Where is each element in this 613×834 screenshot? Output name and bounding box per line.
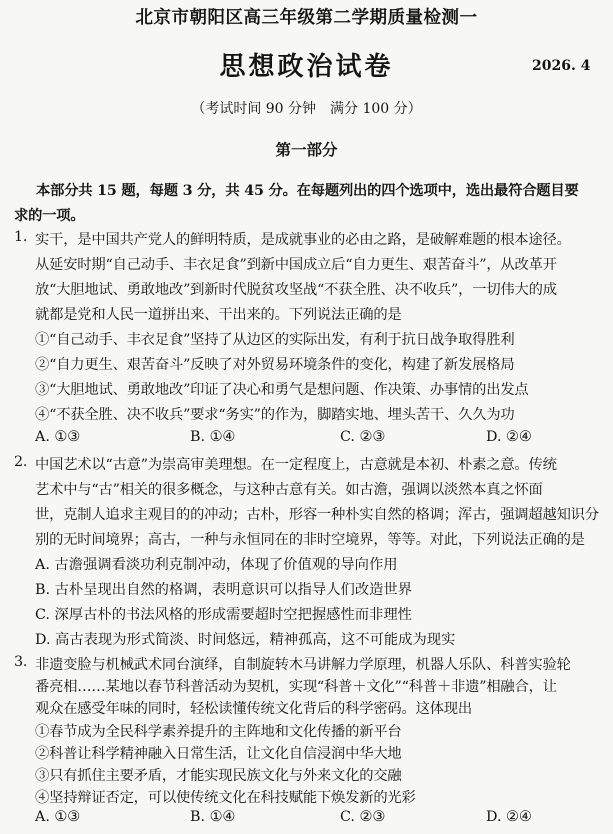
question-stem-line: 别的无时间境界；高古，一种与永恒同在的非时空境界，等等。对此，下列说法正确的是 [35, 532, 585, 548]
exam-date: 2026. 4 [532, 58, 591, 74]
question-stem-line: 艺术中与“古”相关的很多概念，与这种古意有关。如古澹，强调以淡然本真之怀面 [35, 482, 543, 498]
answer-option: D. 高古表现为形式简淡、时间悠远，精神孤高，这不可能成为现实 [35, 632, 456, 648]
section-instruction-line-1: 本部分共 15 题，每题 3 分，共 45 分。在每题列出的四个选项中，选出最符合题目要 [36, 183, 579, 199]
statement: ③只有抓住主要矛盾，才能实现民族文化与外来文化的交融 [35, 768, 402, 784]
question-stem-line: 世，克制人追求主观目的的冲动；古朴，形容一种朴实自然的格调；浑古，强调超越知识分 [35, 507, 599, 523]
answer-option: C. ②③ [340, 429, 386, 445]
answer-option: D. ②④ [486, 429, 532, 445]
question-stem-line: 非遗变脸与机械武术同台演绎，自制旋转木马讲解力学原理，机器人乐队、科普实验轮 [35, 657, 571, 673]
answer-option: A. 古澹强调看淡功利克制冲动，体现了价值观的导向作用 [35, 557, 398, 573]
question-number: 2. [14, 454, 28, 470]
statement: ④“不获全胜、决不收兵”要求“务实”的作为，脚踏实地、埋头苦干、久久为功 [35, 407, 515, 423]
question-stem-line: 观众在感受年味的同时，轻松读懂传统文化背后的科学密码。这体现出 [35, 701, 472, 718]
answer-option: C. 深厚古朴的书法风格的形成需要超时空把握感性而非理性 [35, 607, 412, 623]
section-instruction-line-2: 求的一项。 [14, 208, 85, 224]
statement: ①“自己动手、丰衣足食”坚持了从边区的实际出发，有利于抗日战争取得胜利 [35, 332, 515, 348]
statement: ③“大胆地试、勇敢地改”印证了决心和勇气是想问题、作决策、办事情的出发点 [35, 382, 529, 398]
question-stem-line: 就都是党和人民一道拼出来、干出来的。下列说法正确的是 [35, 307, 402, 323]
statement: ②科普让科学精神融入日常生活，让文化自信浸润中华大地 [35, 745, 402, 762]
subject-title: 思想政治试卷 [219, 52, 394, 82]
statement: ②“自力更生、艰苦奋斗”反映了对外贸易环境条件的变化，构建了新发展格局 [35, 357, 515, 373]
section-title: 第一部分 [275, 140, 338, 159]
answer-option: D. ②④ [486, 809, 532, 826]
answer-option: B. ①④ [190, 429, 236, 445]
answer-option: A. ①③ [35, 809, 81, 826]
question-number: 3. [14, 654, 28, 670]
statement: ①春节成为全民科学素养提升的主阵地和文化传播的新平台 [35, 723, 402, 740]
answer-option: C. ②③ [340, 809, 386, 826]
answer-option: B. ①④ [190, 809, 236, 826]
answer-option: A. ①③ [35, 429, 81, 445]
question-number: 1. [14, 229, 28, 245]
question-stem-line: 从延安时期“自己动手、丰衣足食”到新中国成立后“自力更生、艰苦奋斗”，从改革开 [35, 257, 557, 273]
exam-info: （考试时间 90 分钟 满分 100 分） [191, 101, 422, 117]
statement: ④坚持辩证否定，可以使传统文化在科技赋能下焕发新的光彩 [35, 790, 416, 807]
question-stem-line: 番亮相……某地以春节科普活动为契机，实现“科普＋文化”“科普＋非遗”相融合，让 [35, 679, 557, 696]
question-stem-line: 放“大胆地试、勇敢地改”到新时代脱贫攻坚战“不获全胜、决不收兵”，一切伟大的成 [35, 282, 557, 298]
exam-title: 北京市朝阳区高三年级第二学期质量检测一 [135, 8, 478, 28]
answer-option: B. 古朴呈现出自然的格调，表明意识可以指导人们改造世界 [35, 582, 413, 598]
question-stem-line: 中国艺术以“古意”为崇高审美理想。在一定程度上，古意就是本初、朴素之意。传统 [35, 457, 557, 473]
question-stem-line: 实干，是中国共产党人的鲜明特质，是成就事业的必由之路，是破解难题的根本途径。 [35, 232, 571, 248]
